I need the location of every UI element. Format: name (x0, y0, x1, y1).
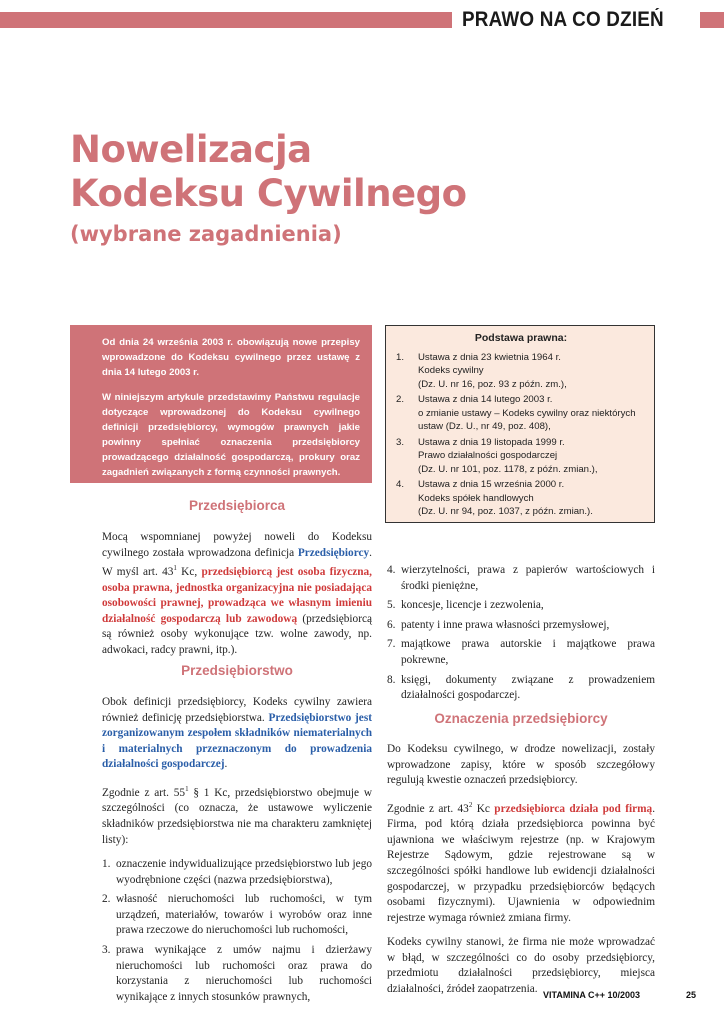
text-run: § 1 Kc, przedsiębiorstwo obejmuje w szczególności (co oznacza, że ustawowe wyliczenie składników przedsiębiorstwa nie ma charakteru zamkniętej listy): (102, 786, 372, 846)
title-line-1: Nowelizacja (70, 128, 312, 171)
text-run: Kc, (176, 565, 202, 578)
superscript: 1 (173, 564, 177, 573)
text-run: . W myśl art. 43 (102, 546, 372, 578)
list-item (102, 892, 372, 939)
list-text: prawa wynikające z umów najmu i dzierżawy nieruchomości lub ruchomości oraz prawa do korzystania z nieruchomości lub ruchomości wynikające z innych stosunków prawnych, (116, 944, 372, 1003)
list-number: 5. (387, 599, 396, 612)
paragraph-oznaczenia: Do Kodeksu cywilnego, w drodze nowelizacji, zostały wprowadzone zapisy, które w sposób szczegółowy regulują kwestie oznaczeń przedsiębiorcy. (387, 743, 655, 787)
list-text: majątkowe prawa autorskie i majątkowe prawa pokrewne, (401, 638, 655, 666)
emphasis-term: Przedsiębiorcy (297, 546, 370, 559)
header-bar-right (700, 12, 724, 28)
left-column-bottom (102, 695, 372, 1009)
emphasis-definition: przedsiębiorca działa pod firmą (494, 802, 653, 815)
superscript: 2 (468, 800, 473, 809)
section-title: PRAWO NA CO DZIEŃ (462, 8, 664, 31)
paragraph-definition (102, 530, 372, 659)
text-run: Zgodnie z art. 43 (387, 802, 469, 815)
components-list-left (102, 857, 372, 1005)
legal-item (396, 351, 646, 392)
legal-line: Prawo działalności gospodarczej (418, 450, 558, 461)
legal-item-number: 4. (396, 479, 405, 490)
intro-paragraph-1: Od dnia 24 września 2003 r. obowiązują nowe przepisy wprowadzone do Kodeksu cywilnego przez ustawę z dnia 14 lutego 2003 r. (102, 337, 360, 378)
legal-item-text (418, 436, 646, 477)
list-item (387, 618, 655, 634)
list-number: 4. (387, 564, 396, 576)
text-run: Obok definicji przedsiębiorcy, Kodeks cywilny zawiera również definicję przedsiębiorstwa. (102, 696, 372, 724)
page-subtitle: (wybrane zagadnienia) (70, 222, 342, 246)
heading-przedsiebiorstwo: Przedsiębiorstwo (181, 663, 293, 678)
list-number: 2. (102, 893, 111, 906)
footer-page-number: 25 (686, 990, 697, 1000)
list-text: wierzytelności, prawa z papierów wartościowych i środki pieniężne, (401, 564, 655, 592)
list-number: 3. (102, 944, 111, 957)
list-text: patenty i inne prawa własności przemysłowej, (401, 618, 610, 631)
list-text: koncesje, licencje i zezwolenia, (401, 599, 544, 612)
legal-item-text (418, 393, 646, 434)
legal-line: Ustawa z dnia 14 lutego 2003 r. (418, 394, 553, 405)
list-number: 8. (387, 673, 396, 686)
heading-oznaczenia: Oznaczenia przedsiębiorcy (434, 711, 608, 726)
legal-line: Ustawa z dnia 19 listopada 1999 r. (418, 436, 565, 448)
list-number: 6. (387, 618, 396, 631)
legal-line: Kodeks spółek handlowych (418, 492, 534, 504)
paragraph-firma (387, 798, 655, 927)
paragraph-przedsiebiorstwo (102, 695, 372, 773)
page-title (70, 128, 467, 216)
legal-item (396, 478, 646, 519)
legal-line: (Dz. U. nr 101, poz. 1178, z późn. zmian.), (418, 463, 598, 475)
legal-item-text (418, 478, 646, 519)
legal-line: Kodeks cywilny (418, 365, 484, 376)
list-item (102, 857, 372, 888)
legal-line: (Dz. U. nr 16, poz. 93 z późn. zm.), (418, 378, 567, 390)
text-run: . Firma, pod którą działa przedsiębiorca powinna być ujawniona we właściwym rejestrze (np. w Krajowym Rejestrze Sądowym, gdzie rejestrowane są w szczególności spółki handlowe lub ewidencji działalności gospodarczej, w przypadku przedsiębiorców będących osobami fizycznymi). Ujawnienia w odpowiednim rejestrze wymaga również zmiana firmy. (387, 802, 656, 924)
intro-box (70, 325, 372, 483)
legal-item (396, 393, 646, 434)
list-number: 1. (102, 858, 111, 871)
right-column-text (387, 742, 655, 1007)
text-run: (przedsiębiorcą są również osoby wykonujące tzw. wolne zawody, np. adwokaci, radcy prawni, itp.). (102, 612, 372, 656)
legal-item-number: 2. (396, 394, 405, 405)
legal-item (396, 436, 646, 477)
header-bar-left (0, 12, 452, 28)
heading-przedsiebiorca: Przedsiębiorca (188, 498, 286, 513)
list-text: oznaczenie indywidualizujące przedsiębiorstwo lub jego wyodrębnione części (nazwa przedsiębiorstwa), (116, 858, 372, 886)
legal-line: ustaw (Dz. U., nr 49, poz. 408), (418, 421, 551, 432)
superscript: 1 (185, 784, 189, 793)
legal-line: (Dz. U. nr 94, poz. 1037, z późn. zmian.). (418, 506, 593, 517)
legal-line: Ustawa z dnia 15 września 2000 r. (418, 479, 565, 490)
list-number: 7. (387, 638, 396, 651)
legal-basis-title: Podstawa prawna: (474, 332, 568, 344)
emphasis-definition: przedsiębiorcą jest osoba fizyczna, osoba prawna, jednostka organizacyjna nie posiadająca osobowości prawnej, prowadząca we własnym imieniu działalność gospodarczą lub zawodową (102, 565, 372, 625)
list-text: księgi, dokumenty związane z prowadzeniem działalności gospodarczej. (401, 673, 655, 702)
legal-item-number: 1. (396, 351, 405, 363)
list-text: własność nieruchomości lub ruchomości, w tym urządzeń, materiałów, towarów i wyrobów oraz inne prawa rzeczowe do nieruchomości lub ruchomości, (116, 893, 372, 937)
legal-item-text (418, 351, 646, 392)
list-item (387, 637, 655, 668)
paragraph-art55 (102, 782, 372, 848)
right-column-list (387, 563, 655, 708)
components-list-right (387, 563, 655, 704)
paragraph-wprowadzac: Kodeks cywilny stanowi, że firma nie może wprowadzać w błąd, w szczególności co do osoby przedsiębiorcy, przedmiotu działalności przedsiębiorcy, miejsca działalności, źródeł zaopatrzenia. (387, 936, 655, 996)
text-run: Mocą wspomnianej powyżej noweli do Kodeksu cywilnego została wprowadzona definicja (102, 531, 372, 559)
list-item (387, 598, 655, 614)
left-column-top (102, 530, 372, 668)
emphasis-definition: Przedsiębiorstwo jest zorganizowanym zespołem składników niematerialnych i materialnych przeznaczonym do prowadzenia działalności gospodarczej (102, 711, 372, 771)
text-run: Zgodnie z art. 55 (102, 786, 186, 799)
text-run: Kc (472, 802, 495, 815)
text-run: . (224, 758, 228, 771)
intro-paragraph-2: W niniejszym artykule przedstawimy Państwu regulacje dotyczące wprowadzonej do Kodeksu cywilnego definicji przedsiębiorcy, wymogów prawnych jakie powinny spełniać oznaczenia przedsiębiorcy prowadzącego działalność gospodarczą, prokury oraz zagadnień związanych z formą czynności prawnych. (102, 392, 360, 478)
legal-item-number: 3. (396, 436, 405, 448)
list-item (387, 673, 655, 704)
list-item (387, 563, 655, 594)
footer-magazine: VITAMINA C++ 10/2003 (543, 990, 641, 1000)
title-line-2: Kodeksu Cywilnego (70, 172, 467, 215)
legal-basis-box (385, 325, 655, 523)
list-item (102, 943, 372, 1005)
legal-line: o zmianie ustawy – Kodeks cywilny oraz niektórych (418, 407, 636, 419)
legal-line: Ustawa z dnia 23 kwietnia 1964 r. (418, 351, 561, 363)
